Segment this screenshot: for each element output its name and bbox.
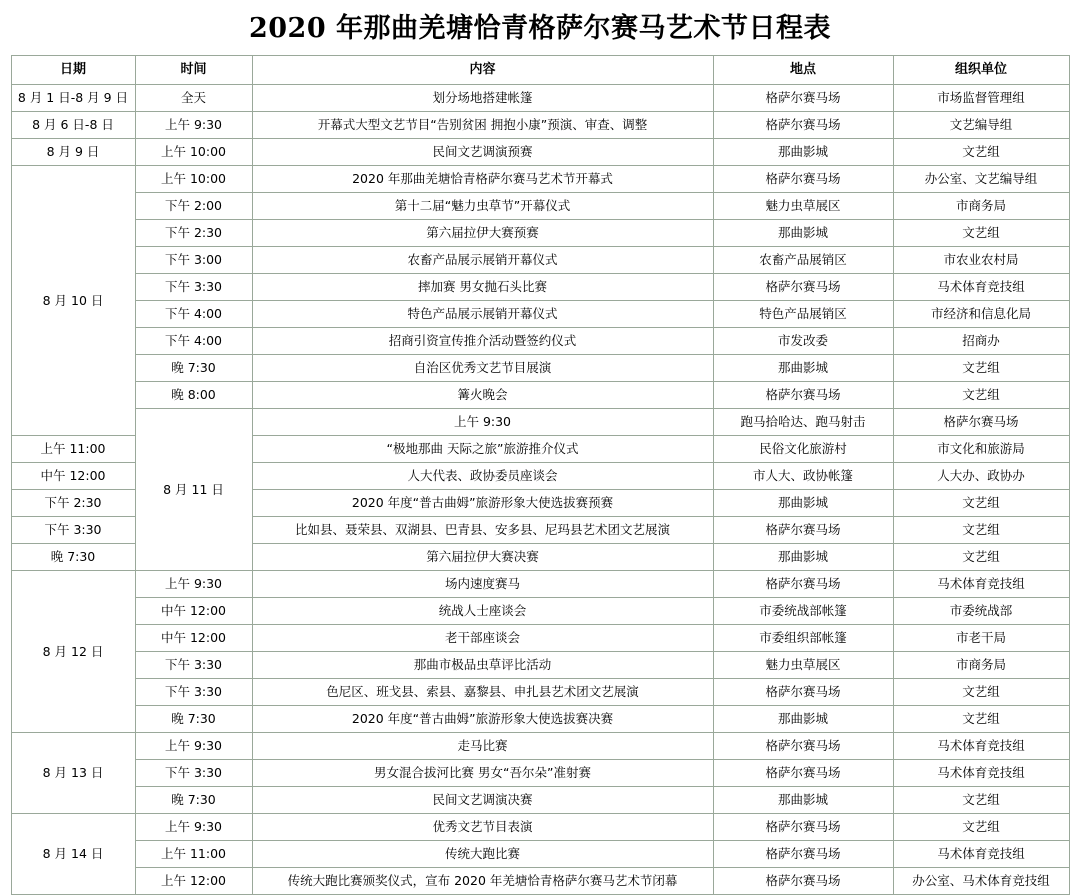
cell-place: 格萨尔赛马场 <box>713 571 893 598</box>
cell-content: 人大代表、政协委员座谈会 <box>252 463 713 490</box>
cell-date: 8 月 14 日 <box>11 814 135 895</box>
cell-content: 摔加赛 男女抛石头比赛 <box>252 274 713 301</box>
cell-time: 下午 3:30 <box>11 517 135 544</box>
cell-place: 那曲影城 <box>713 787 893 814</box>
cell-place: 格萨尔赛马场 <box>893 409 1069 436</box>
table-row <box>11 571 1069 598</box>
cell-time: 中午 12:00 <box>135 625 252 652</box>
table-row <box>11 193 1069 220</box>
cell-place: 格萨尔赛马场 <box>713 760 893 787</box>
cell-organizer: 文艺组 <box>893 787 1069 814</box>
cell-time: 中午 12:00 <box>135 598 252 625</box>
cell-organizer: 市商务局 <box>893 652 1069 679</box>
cell-organizer: 文艺组 <box>893 355 1069 382</box>
table-row <box>11 787 1069 814</box>
table-row <box>11 814 1069 841</box>
cell-time: 上午 9:30 <box>135 814 252 841</box>
cell-time: 上午 10:00 <box>135 139 252 166</box>
cell-organizer: 招商办 <box>893 328 1069 355</box>
cell-organizer: 文艺组 <box>893 517 1069 544</box>
table-row <box>11 247 1069 274</box>
table-row <box>11 679 1069 706</box>
cell-organizer: 文艺组 <box>893 220 1069 247</box>
cell-place: 市委统战部帐篷 <box>713 598 893 625</box>
cell-time: 晚 7:30 <box>11 544 135 571</box>
column-header-organizer: 组织单位 <box>893 56 1069 85</box>
table-row <box>11 220 1069 247</box>
cell-place: 农畜产品展销区 <box>713 247 893 274</box>
column-header-date: 日期 <box>11 56 135 85</box>
cell-date: 8 月 1 日-8 月 9 日 <box>11 85 135 112</box>
cell-place: 格萨尔赛马场 <box>713 166 893 193</box>
cell-organizer: 文艺组 <box>893 490 1069 517</box>
cell-date: 8 月 11 日 <box>135 409 252 571</box>
table-row <box>11 382 1069 409</box>
cell-place: 市人大、政协帐篷 <box>713 463 893 490</box>
cell-organizer: 市商务局 <box>893 193 1069 220</box>
table-row <box>11 112 1069 139</box>
cell-place: 那曲影城 <box>713 220 893 247</box>
table-row <box>11 733 1069 760</box>
cell-content: 比如县、聂荣县、双湖县、巴青县、安多县、尼玛县艺术团文艺展演 <box>252 517 713 544</box>
cell-organizer: 文艺组 <box>893 544 1069 571</box>
table-row <box>11 139 1069 166</box>
cell-time: 上午 9:30 <box>135 571 252 598</box>
table-row <box>11 85 1069 112</box>
cell-content: 2020 年度“普古曲姆”旅游形象大使选拔赛决赛 <box>252 706 713 733</box>
cell-content: 色尼区、班戈县、索县、嘉黎县、申扎县艺术团文艺展演 <box>252 679 713 706</box>
cell-place: 格萨尔赛马场 <box>713 517 893 544</box>
table-header <box>11 56 1069 85</box>
table-header-row <box>11 56 1069 85</box>
cell-content: 2020 年那曲羌塘恰青格萨尔赛马艺术节开幕式 <box>252 166 713 193</box>
cell-content: 传统大跑比赛 <box>252 841 713 868</box>
table-row <box>11 652 1069 679</box>
cell-time: 上午 9:30 <box>135 733 252 760</box>
cell-place: 格萨尔赛马场 <box>713 274 893 301</box>
cell-place: 格萨尔赛马场 <box>713 679 893 706</box>
cell-organizer: 文艺组 <box>893 139 1069 166</box>
table-row <box>11 760 1069 787</box>
cell-content: 自治区优秀文艺节目展演 <box>252 355 713 382</box>
cell-time: 全天 <box>135 85 252 112</box>
cell-content: 划分场地搭建帐篷 <box>252 85 713 112</box>
cell-organizer: 文艺编导组 <box>893 112 1069 139</box>
cell-time: 上午 9:30 <box>252 409 713 436</box>
cell-content: 优秀文艺节目表演 <box>252 814 713 841</box>
cell-place: 魅力虫草展区 <box>713 652 893 679</box>
cell-content: 招商引资宣传推介活动暨签约仪式 <box>252 328 713 355</box>
cell-content: 走马比赛 <box>252 733 713 760</box>
table-row <box>11 301 1069 328</box>
cell-content: 那曲市极品虫草评比活动 <box>252 652 713 679</box>
cell-place: 格萨尔赛马场 <box>713 733 893 760</box>
cell-organizer: 文艺组 <box>893 382 1069 409</box>
cell-organizer: 马术体育竞技组 <box>893 274 1069 301</box>
cell-organizer: 市经济和信息化局 <box>893 301 1069 328</box>
cell-time: 下午 3:30 <box>135 679 252 706</box>
cell-content: 篝火晚会 <box>252 382 713 409</box>
cell-date: 8 月 9 日 <box>11 139 135 166</box>
cell-place: 格萨尔赛马场 <box>713 814 893 841</box>
cell-time: 晚 7:30 <box>135 787 252 814</box>
cell-organizer: 市老干局 <box>893 625 1069 652</box>
cell-organizer: 市委统战部 <box>893 598 1069 625</box>
cell-time: 上午 11:00 <box>135 841 252 868</box>
table-row <box>11 706 1069 733</box>
cell-content: 民间文艺调演预赛 <box>252 139 713 166</box>
cell-organizer: 马术体育竞技组 <box>893 733 1069 760</box>
table-row <box>11 625 1069 652</box>
cell-content: 农畜产品展示展销开幕仪式 <box>252 247 713 274</box>
cell-place: 那曲影城 <box>713 490 893 517</box>
cell-content: 传统大跑比赛颁奖仪式，宣布 2020 年羌塘恰青格萨尔赛马艺术节闭幕 <box>252 868 713 895</box>
cell-content: 民间文艺调演决赛 <box>252 787 713 814</box>
cell-organizer: 文艺组 <box>893 814 1069 841</box>
table-row <box>11 841 1069 868</box>
cell-content: 跑马拾哈达、跑马射击 <box>713 409 893 436</box>
cell-content: 2020 年度“普古曲姆”旅游形象大使选拔赛预赛 <box>252 490 713 517</box>
table-row <box>11 868 1069 895</box>
cell-organizer: 市文化和旅游局 <box>893 436 1069 463</box>
cell-organizer: 文艺组 <box>893 706 1069 733</box>
cell-organizer: 马术体育竞技组 <box>893 571 1069 598</box>
table-row <box>11 598 1069 625</box>
cell-content: 第六届拉伊大赛决赛 <box>252 544 713 571</box>
cell-place: 格萨尔赛马场 <box>713 382 893 409</box>
cell-content: 统战人士座谈会 <box>252 598 713 625</box>
cell-time: 晚 7:30 <box>135 355 252 382</box>
cell-organizer: 文艺组 <box>893 679 1069 706</box>
cell-organizer: 办公室、文艺编导组 <box>893 166 1069 193</box>
cell-content: 场内速度赛马 <box>252 571 713 598</box>
cell-organizer: 市农业农村局 <box>893 247 1069 274</box>
table-body <box>11 85 1069 895</box>
table-row <box>11 328 1069 355</box>
cell-content: 第十二届“魅力虫草节”开幕仪式 <box>252 193 713 220</box>
cell-time: 上午 10:00 <box>135 166 252 193</box>
cell-time: 下午 2:30 <box>11 490 135 517</box>
cell-content: 开幕式大型文艺节目“告别贫困 拥抱小康”预演、审查、调整 <box>252 112 713 139</box>
cell-content: “极地那曲 天际之旅”旅游推介仪式 <box>252 436 713 463</box>
cell-place: 那曲影城 <box>713 139 893 166</box>
cell-place: 特色产品展销区 <box>713 301 893 328</box>
cell-place: 市委组织部帐篷 <box>713 625 893 652</box>
cell-place: 格萨尔赛马场 <box>713 868 893 895</box>
table-row <box>11 274 1069 301</box>
cell-place: 格萨尔赛马场 <box>713 841 893 868</box>
cell-time: 下午 3:30 <box>135 652 252 679</box>
cell-time: 下午 3:30 <box>135 274 252 301</box>
cell-organizer: 马术体育竞技组 <box>893 841 1069 868</box>
cell-content: 第六届拉伊大赛预赛 <box>252 220 713 247</box>
column-header-place: 地点 <box>713 56 893 85</box>
cell-content: 男女混合拔河比赛 男女“吾尔朵”准射赛 <box>252 760 713 787</box>
cell-content: 老干部座谈会 <box>252 625 713 652</box>
table-row <box>11 409 1069 436</box>
cell-time: 下午 2:30 <box>135 220 252 247</box>
table-row <box>11 355 1069 382</box>
cell-organizer: 人大办、政协办 <box>893 463 1069 490</box>
cell-time: 下午 4:00 <box>135 301 252 328</box>
cell-place: 那曲影城 <box>713 706 893 733</box>
cell-time: 下午 2:00 <box>135 193 252 220</box>
cell-place: 民俗文化旅游村 <box>713 436 893 463</box>
cell-date: 8 月 10 日 <box>11 166 135 436</box>
cell-place: 市发改委 <box>713 328 893 355</box>
cell-time: 晚 7:30 <box>135 706 252 733</box>
cell-place: 魅力虫草展区 <box>713 193 893 220</box>
cell-place: 那曲影城 <box>713 544 893 571</box>
cell-date: 8 月 6 日-8 日 <box>11 112 135 139</box>
page-title: 2020 年那曲羌塘恰青格萨尔赛马艺术节日程表 <box>248 13 832 44</box>
table-row <box>11 166 1069 193</box>
cell-time: 上午 12:00 <box>135 868 252 895</box>
column-header-content: 内容 <box>252 56 713 85</box>
column-header-time: 时间 <box>135 56 252 85</box>
cell-place: 格萨尔赛马场 <box>713 112 893 139</box>
cell-organizer: 马术体育竞技组 <box>893 760 1069 787</box>
cell-place: 格萨尔赛马场 <box>713 85 893 112</box>
cell-time: 中午 12:00 <box>11 463 135 490</box>
cell-time: 晚 8:00 <box>135 382 252 409</box>
cell-organizer: 市场监督管理组 <box>893 85 1069 112</box>
cell-time: 下午 3:30 <box>135 760 252 787</box>
schedule-table <box>11 55 1070 895</box>
cell-date: 8 月 13 日 <box>11 733 135 814</box>
cell-time: 下午 3:00 <box>135 247 252 274</box>
cell-date: 8 月 12 日 <box>11 571 135 733</box>
cell-time: 上午 11:00 <box>11 436 135 463</box>
cell-time: 上午 9:30 <box>135 112 252 139</box>
cell-time: 下午 4:00 <box>135 328 252 355</box>
cell-content: 特色产品展示展销开幕仪式 <box>252 301 713 328</box>
cell-place: 那曲影城 <box>713 355 893 382</box>
cell-organizer: 办公室、马术体育竞技组 <box>893 868 1069 895</box>
